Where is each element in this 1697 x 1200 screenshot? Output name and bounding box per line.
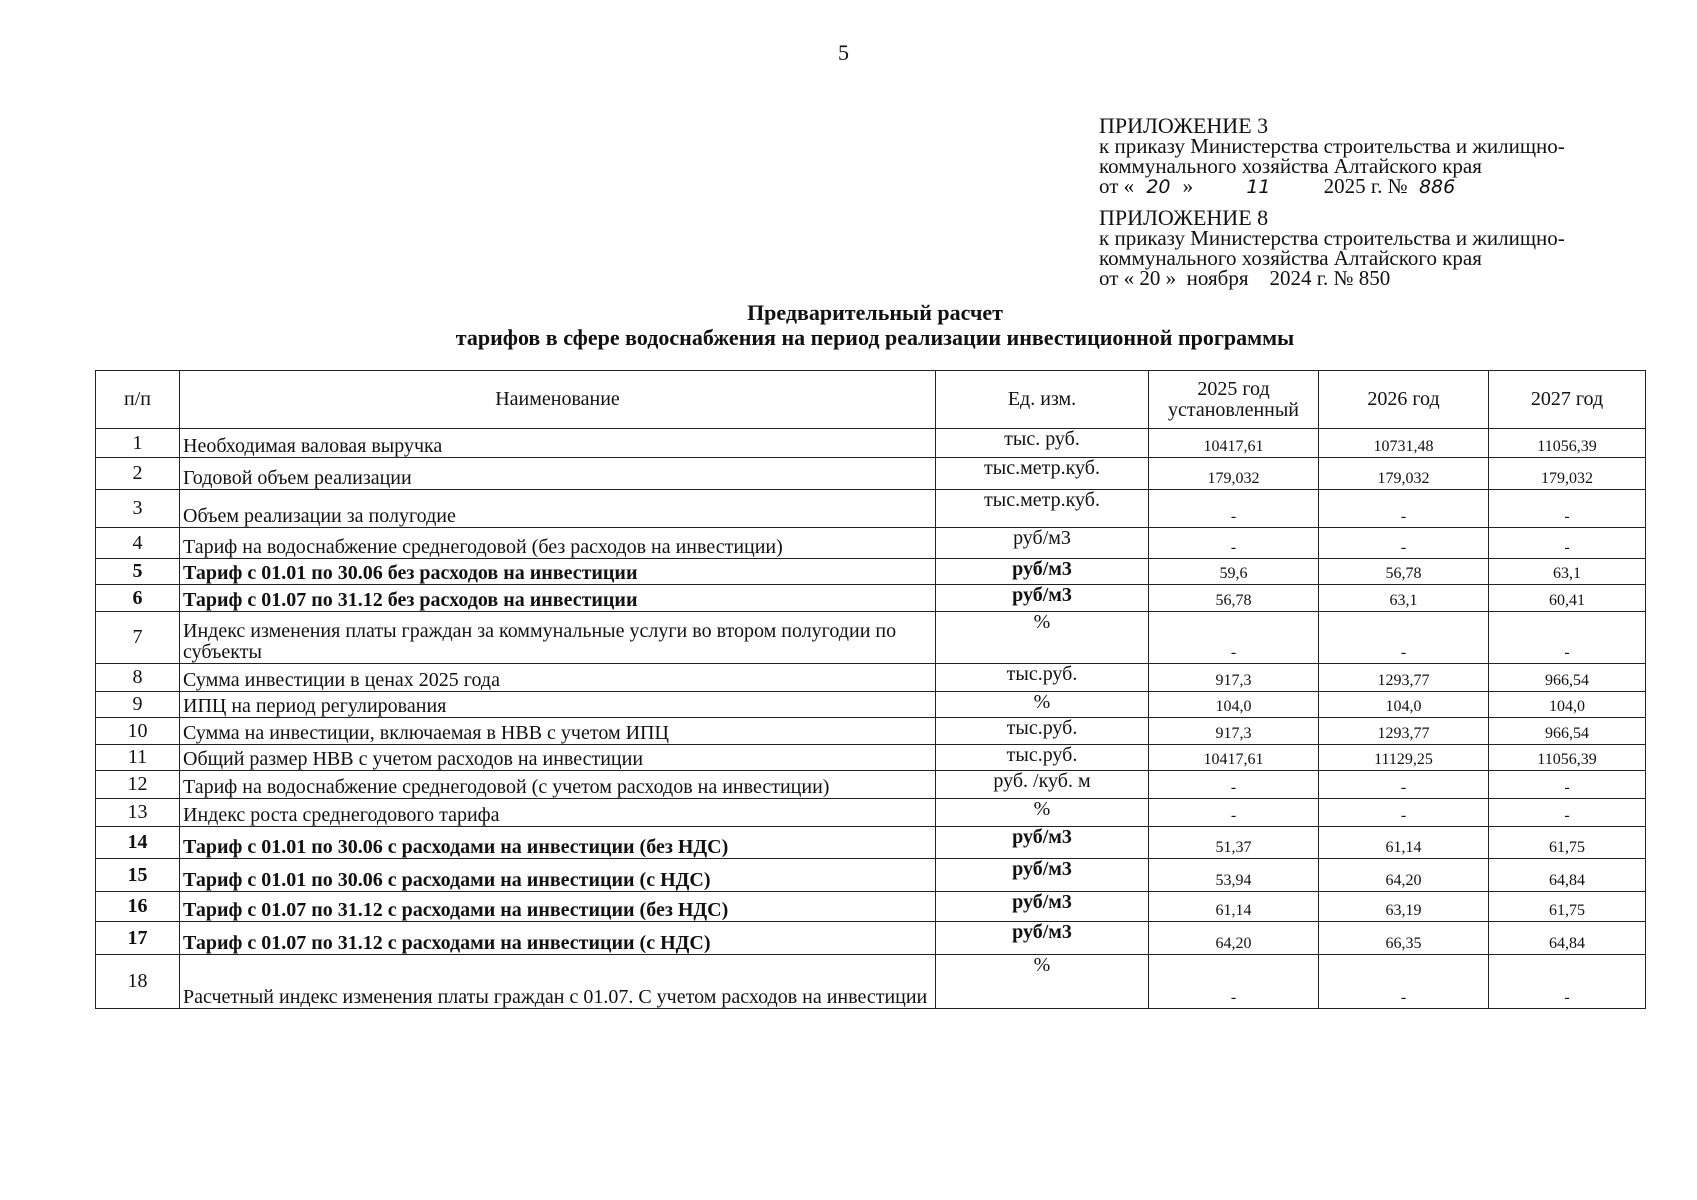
row-unit-cell: тыс.метр.куб. [936, 458, 1149, 490]
row-number-cell: 16 [96, 892, 180, 922]
row-unit-cell: руб/м3 [936, 859, 1149, 892]
row-number-cell: 5 [96, 559, 180, 585]
value-2025-cell: - [1149, 612, 1319, 664]
table-row [96, 745, 1646, 771]
value-2027-cell: 104,0 [1489, 692, 1646, 718]
table-row [96, 612, 1646, 664]
value-2025-cell: 53,94 [1149, 859, 1319, 892]
value-2025-cell: 10417,61 [1149, 745, 1319, 771]
header-2026: 2026 год [1319, 371, 1489, 429]
annex-3-line-1: к приказу Министерства строительства и жилищно- [1099, 134, 1565, 158]
row-number-cell: 2 [96, 458, 180, 490]
value-2026-cell: 63,1 [1319, 585, 1489, 612]
table-row [96, 922, 1646, 955]
annex-8-line-1: к приказу Министерства строительства и жилищно- [1099, 226, 1565, 250]
value-2026-cell: 63,19 [1319, 892, 1489, 922]
row-number-cell: 12 [96, 771, 180, 799]
value-2027-cell: 966,54 [1489, 664, 1646, 692]
row-name-cell: Индекс изменения платы граждан за коммунальные услуги во втором полугодии по субъекты [180, 612, 936, 664]
row-number-cell: 4 [96, 528, 180, 559]
table-row [96, 859, 1646, 892]
value-2027-cell: 64,84 [1489, 922, 1646, 955]
value-2026-cell: 66,35 [1319, 922, 1489, 955]
value-2027-cell: 61,75 [1489, 827, 1646, 859]
header-2027: 2027 год [1489, 371, 1646, 429]
value-2025-cell: 59,6 [1149, 559, 1319, 585]
value-2027-cell: - [1489, 528, 1646, 559]
row-name-cell: Тариф на водоснабжение среднегодовой (без расходов на инвестиции) [180, 528, 936, 559]
value-2026-cell: 64,20 [1319, 859, 1489, 892]
value-2025-cell: 917,3 [1149, 718, 1319, 745]
row-unit-cell: тыс.метр.куб. [936, 490, 1149, 528]
value-2025-cell: 51,37 [1149, 827, 1319, 859]
row-name-cell: Общий размер НВВ с учетом расходов на инвестиции [180, 745, 936, 771]
annex-3-date-line [1099, 176, 1565, 197]
header-num: п/п [96, 371, 180, 429]
annex-3-number: 886 [1418, 176, 1456, 198]
row-name-cell: Сумма на инвестиции, включаемая в НВВ с учетом ИПЦ [180, 718, 936, 745]
row-name-cell: Годовой объем реализации [180, 458, 936, 490]
row-name-cell: Сумма инвестиции в ценах 2025 года [180, 664, 936, 692]
annex-3-date-year: 2025 г. № [1323, 174, 1408, 198]
row-number-cell: 17 [96, 922, 180, 955]
table-row [96, 955, 1646, 1009]
row-unit-cell: руб. /куб. м [936, 771, 1149, 799]
value-2026-cell: 61,14 [1319, 827, 1489, 859]
annex-3-heading: ПРИЛОЖЕНИЕ 3 [1099, 113, 1269, 138]
value-2026-cell: 104,0 [1319, 692, 1489, 718]
value-2026-cell: 11129,25 [1319, 745, 1489, 771]
row-name-cell: Тариф с 01.01 по 30.06 с расходами на инвестиции (без НДС) [180, 827, 936, 859]
row-name-cell: Тариф на водоснабжение среднегодовой (с учетом расходов на инвестиции) [180, 771, 936, 799]
value-2026-cell: - [1319, 528, 1489, 559]
row-number-cell: 18 [96, 955, 180, 1009]
header-unit: Ед. изм. [936, 371, 1149, 429]
row-number-cell: 6 [96, 585, 180, 612]
row-unit-cell: % [936, 612, 1149, 664]
value-2025-cell: 64,20 [1149, 922, 1319, 955]
value-2027-cell: - [1489, 771, 1646, 799]
header-name: Наименование [180, 371, 936, 429]
value-2027-cell: 61,75 [1489, 892, 1646, 922]
row-number-cell: 14 [96, 827, 180, 859]
value-2027-cell: 179,032 [1489, 458, 1646, 490]
row-number-cell: 11 [96, 745, 180, 771]
table-row [96, 490, 1646, 528]
value-2027-cell: - [1489, 799, 1646, 827]
annex-3-date-mid: » [1182, 174, 1194, 198]
row-number-cell: 10 [96, 718, 180, 745]
annex-3-date-month: 11 [1246, 176, 1271, 198]
value-2025-cell: - [1149, 955, 1319, 1009]
row-unit-cell: % [936, 955, 1149, 1009]
value-2025-cell: - [1149, 528, 1319, 559]
table-row [96, 585, 1646, 612]
table-row [96, 827, 1646, 859]
value-2027-cell: - [1489, 490, 1646, 528]
value-2026-cell: 179,032 [1319, 458, 1489, 490]
row-unit-cell: тыс.руб. [936, 718, 1149, 745]
row-unit-cell: руб/м3 [936, 559, 1149, 585]
value-2025-cell: - [1149, 771, 1319, 799]
annex-3-block [1099, 113, 1565, 198]
table-row [96, 429, 1646, 458]
value-2027-cell: 64,84 [1489, 859, 1646, 892]
value-2026-cell: - [1319, 955, 1489, 1009]
row-name-cell: Тариф с 01.07 по 31.12 с расходами на инвестиции (с НДС) [180, 922, 936, 955]
value-2027-cell: 966,54 [1489, 718, 1646, 745]
annex-3-date-day: 20 [1146, 176, 1171, 198]
table-row [96, 692, 1646, 718]
document-title [0, 300, 1697, 350]
row-name-cell: Тариф с 01.01 по 30.06 с расходами на инвестиции (с НДС) [180, 859, 936, 892]
row-unit-cell: тыс. руб. [936, 429, 1149, 458]
row-unit-cell: тыс.руб. [936, 664, 1149, 692]
value-2026-cell: 1293,77 [1319, 718, 1489, 745]
annex-8-block [1099, 205, 1565, 290]
row-number-cell: 8 [96, 664, 180, 692]
row-number-cell: 3 [96, 490, 180, 528]
value-2026-cell: 10731,48 [1319, 429, 1489, 458]
table-row [96, 718, 1646, 745]
row-name-cell: ИПЦ на период регулирования [180, 692, 936, 718]
table-row [96, 799, 1646, 827]
row-unit-cell: % [936, 799, 1149, 827]
table-row [96, 528, 1646, 559]
header-2025: 2025 год установленный [1149, 371, 1319, 429]
table-row [96, 664, 1646, 692]
value-2026-cell: 56,78 [1319, 559, 1489, 585]
annex-3-line-2: коммунального хозяйства Алтайского края [1099, 154, 1482, 178]
row-number-cell: 7 [96, 612, 180, 664]
title-line-1: Предварительный расчет [747, 300, 1003, 325]
title-line-2: тарифов в сфере водоснабжения на период реализации инвестиционной программы [455, 325, 1295, 350]
page-number: 5 [838, 40, 849, 65]
value-2025-cell: - [1149, 799, 1319, 827]
value-2026-cell: 1293,77 [1319, 664, 1489, 692]
row-name-cell: Индекс роста среднегодового тарифа [180, 799, 936, 827]
value-2026-cell: - [1319, 490, 1489, 528]
row-number-cell: 1 [96, 429, 180, 458]
annex-3-date-prefix: от « [1099, 174, 1135, 198]
table-row [96, 458, 1646, 490]
value-2027-cell: 63,1 [1489, 559, 1646, 585]
value-2025-cell: 179,032 [1149, 458, 1319, 490]
value-2025-cell: 61,14 [1149, 892, 1319, 922]
row-unit-cell: руб/м3 [936, 827, 1149, 859]
value-2025-cell: - [1149, 490, 1319, 528]
tariff-table [95, 370, 1646, 1009]
row-unit-cell: руб/м3 [936, 585, 1149, 612]
annex-8-date-line: от « 20 » ноября 2024 г. № 850 [1099, 266, 1391, 290]
value-2027-cell: - [1489, 612, 1646, 664]
row-unit-cell: руб/м3 [936, 528, 1149, 559]
value-2027-cell: 11056,39 [1489, 745, 1646, 771]
value-2026-cell: - [1319, 771, 1489, 799]
value-2025-cell: 10417,61 [1149, 429, 1319, 458]
annex-8-line-2: коммунального хозяйства Алтайского края [1099, 246, 1482, 270]
row-number-cell: 9 [96, 692, 180, 718]
table-header-row [96, 371, 1646, 429]
row-name-cell: Расчетный индекс изменения платы граждан с 01.07. С учетом расходов на инвестиции [180, 955, 936, 1009]
table-row [96, 892, 1646, 922]
annex-8-heading: ПРИЛОЖЕНИЕ 8 [1099, 205, 1269, 230]
row-unit-cell: % [936, 692, 1149, 718]
row-unit-cell: руб/м3 [936, 922, 1149, 955]
table-row [96, 771, 1646, 799]
value-2027-cell: 60,41 [1489, 585, 1646, 612]
row-unit-cell: тыс.руб. [936, 745, 1149, 771]
row-number-cell: 13 [96, 799, 180, 827]
row-name-cell: Объем реализации за полугодие [180, 490, 936, 528]
row-name-cell: Тариф с 01.07 по 31.12 с расходами на инвестиции (без НДС) [180, 892, 936, 922]
value-2025-cell: 917,3 [1149, 664, 1319, 692]
value-2027-cell: 11056,39 [1489, 429, 1646, 458]
row-name-cell: Тариф с 01.01 по 30.06 без расходов на инвестиции [180, 559, 936, 585]
value-2027-cell: - [1489, 955, 1646, 1009]
row-name-cell: Тариф с 01.07 по 31.12 без расходов на инвестиции [180, 585, 936, 612]
table-row [96, 559, 1646, 585]
value-2025-cell: 56,78 [1149, 585, 1319, 612]
row-unit-cell: руб/м3 [936, 892, 1149, 922]
value-2025-cell: 104,0 [1149, 692, 1319, 718]
value-2026-cell: - [1319, 612, 1489, 664]
row-number-cell: 15 [96, 859, 180, 892]
value-2026-cell: - [1319, 799, 1489, 827]
row-name-cell: Необходимая валовая выручка [180, 429, 936, 458]
